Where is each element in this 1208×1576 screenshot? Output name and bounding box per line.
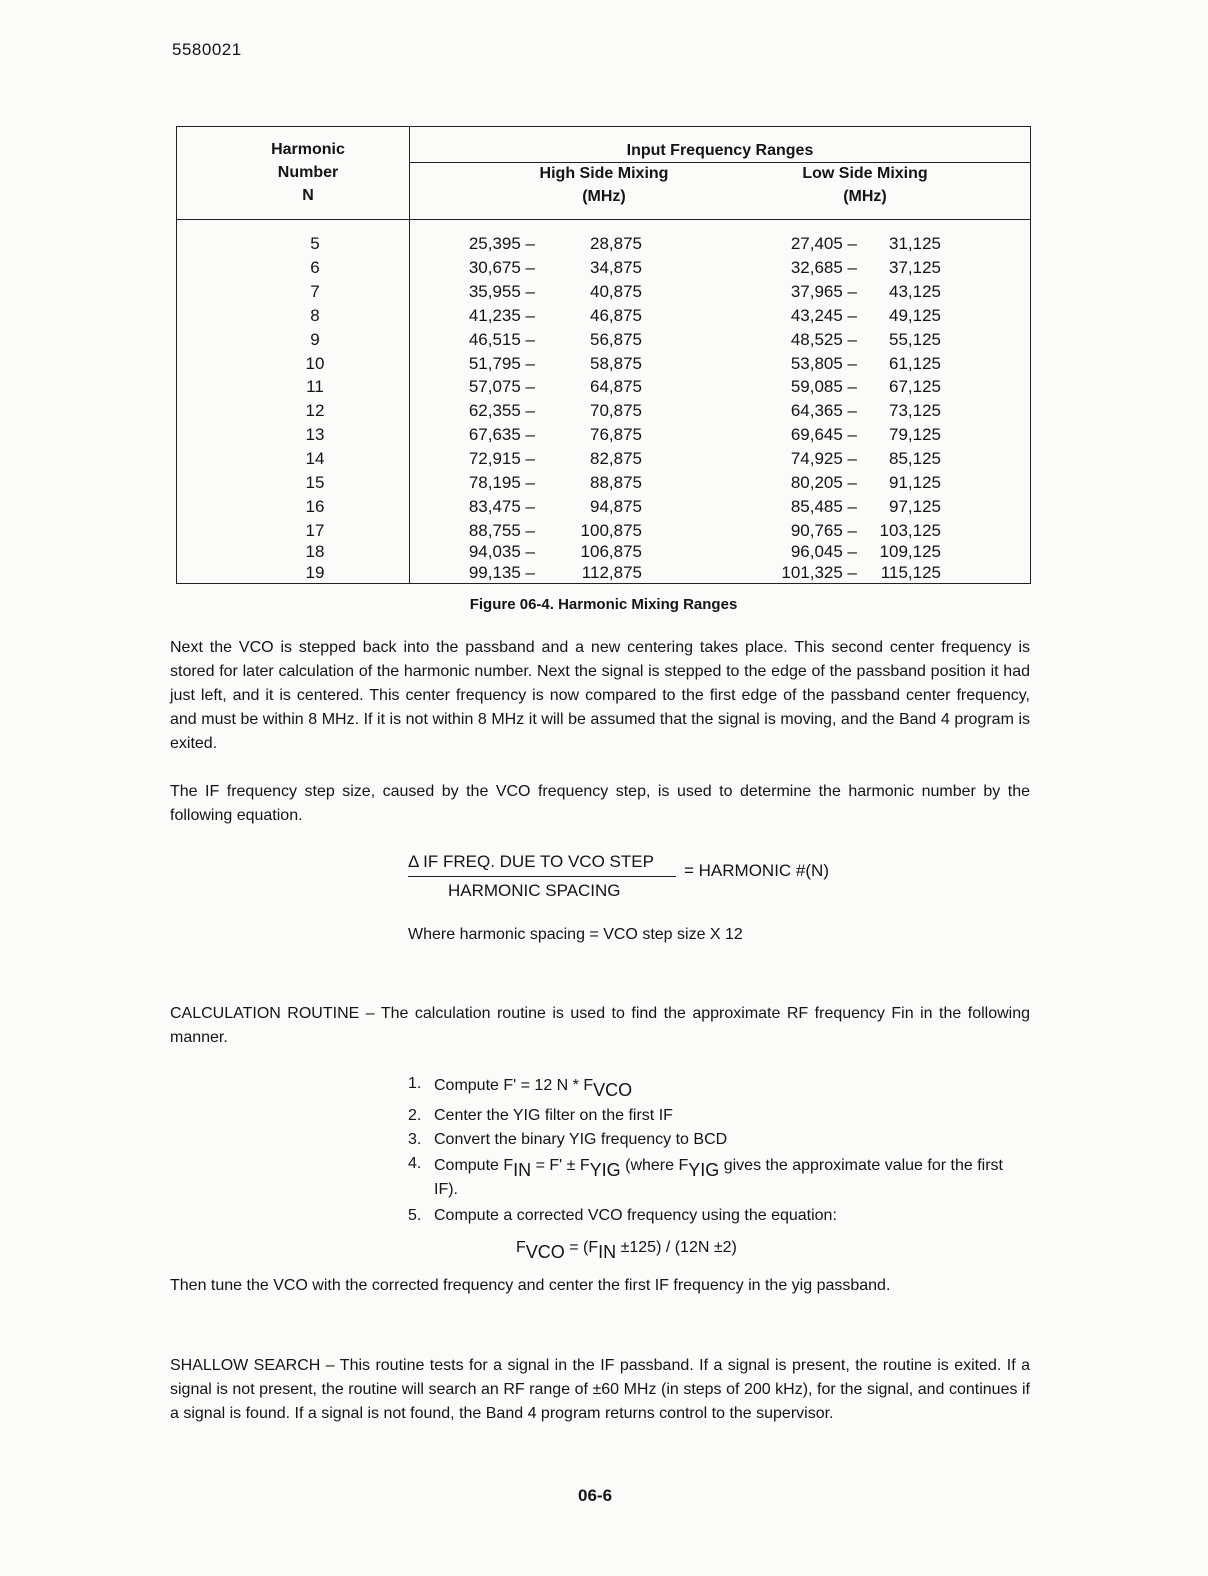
- table-cell: 41,235 –: [468, 305, 535, 325]
- table-cell: 83,475 –: [468, 496, 535, 516]
- harmonic-mixing-table: [176, 126, 1031, 584]
- table-row: [177, 425, 1032, 449]
- table-cell: 19: [305, 562, 325, 582]
- table-row: [177, 330, 1032, 354]
- table-cell: 56,875: [590, 329, 642, 349]
- table-cell: 16: [305, 496, 325, 516]
- step-text-part: Compute F' = 12 N * F: [434, 1077, 594, 1094]
- table-cell: 30,675 –: [468, 257, 535, 277]
- table-cell: 34,875: [590, 257, 642, 277]
- table-cell: 57,075 –: [468, 377, 535, 397]
- table-cell: 9: [310, 329, 320, 349]
- col-header-line: Low Side Mixing: [802, 165, 928, 182]
- vco-equation: [516, 1236, 737, 1262]
- step-text: [434, 1152, 1028, 1202]
- table-cell: 37,125: [889, 257, 941, 277]
- table-cell: 90,765 –: [790, 520, 857, 540]
- step-text-part: gives the approximate value for the first IF).: [434, 1157, 1003, 1198]
- table-cell: 43,125: [889, 281, 941, 301]
- table-cell: 94,035 –: [468, 541, 535, 561]
- table-cell: 48,525 –: [790, 329, 857, 349]
- col-header-line: N: [302, 187, 314, 204]
- col-header-line: (MHz): [843, 188, 887, 205]
- paragraph-calculation-routine: CALCULATION ROUTINE – The calculation routine is used to find the approximate RF frequency Fin in the following manner.: [170, 1005, 1030, 1046]
- table-cell: 62,355 –: [468, 401, 535, 421]
- step-text: Center the YIG filter on the first IF: [434, 1107, 673, 1124]
- equation-numerator: Δ IF FREQ. DUE TO VCO STEP: [408, 852, 676, 877]
- table-cell: 99,135 –: [468, 562, 535, 582]
- step-number: 5.: [408, 1207, 422, 1224]
- subscript: VCO: [593, 1080, 633, 1100]
- col-header-line: Harmonic: [271, 141, 345, 158]
- subscript: IN: [598, 1242, 617, 1262]
- table-row: [177, 497, 1032, 521]
- table-cell: 43,245 –: [790, 305, 857, 325]
- table-cell: 80,205 –: [790, 473, 857, 492]
- paragraph-if-step-size: The IF frequency step size, caused by the VCO frequency step, is used to determine the harmonic number by the following equation.: [170, 783, 1030, 824]
- table-cell: 67,635 –: [468, 425, 535, 445]
- table-cell: 61,125: [889, 353, 941, 373]
- step-text: [434, 1072, 1028, 1098]
- table-cell: 70,875: [590, 401, 642, 421]
- table-cell: 12: [305, 401, 325, 421]
- table-cell: 64,875: [590, 377, 642, 397]
- equation-part: = (F: [564, 1239, 599, 1256]
- table-cell: 109,125: [879, 541, 941, 561]
- table-cell: 18: [305, 541, 325, 561]
- step-number: 4.: [408, 1155, 422, 1172]
- table-cell: 72,915 –: [468, 449, 535, 469]
- table-cell: 97,125: [889, 496, 941, 516]
- table-cell: 78,195 –: [468, 473, 535, 492]
- table-cell: 27,405 –: [790, 234, 857, 253]
- table-cell: 101,325 –: [781, 562, 857, 582]
- table-cell: 91,125: [889, 473, 941, 492]
- table-row: [177, 354, 1032, 378]
- step-number: 2.: [408, 1107, 422, 1124]
- table-cell: 11: [306, 377, 324, 397]
- step-text: Compute a corrected VCO frequency using the equation:: [434, 1207, 837, 1224]
- subscript: VCO: [525, 1242, 565, 1262]
- table-cell: 6: [310, 257, 320, 277]
- table-cell: 17: [305, 520, 325, 540]
- table-cell: 31,125: [889, 234, 941, 253]
- table-cell: 5: [310, 234, 320, 253]
- table-cell: 8: [310, 305, 320, 325]
- step-text-part: = F' ± F: [531, 1157, 590, 1174]
- table-row: [177, 258, 1032, 282]
- table-cell: 106,875: [580, 541, 642, 561]
- equation-part: F: [516, 1239, 526, 1256]
- paragraph-tune-vco: Then tune the VCO with the corrected frequency and center the first IF frequency in the yig passband.: [170, 1277, 891, 1294]
- table-cell: 32,685 –: [790, 257, 857, 277]
- table-row: [177, 282, 1032, 306]
- table-cell: 15: [305, 473, 325, 492]
- document-id: 5580021: [172, 40, 242, 59]
- page-number: 06-6: [578, 1486, 613, 1505]
- paragraph-shallow-search: SHALLOW SEARCH – This routine tests for a signal in the IF passband. If a signal is present, the routine is exited. If a signal is not present, the routine will search an RF range of ±60 MHz (in steps of 200 kHz), for the signal, and continues if a signal is found. If a signal is not found, the Band 4 program returns control to the supervisor.: [170, 1357, 1030, 1422]
- equation-part: ±125) / (12N ±2): [616, 1239, 737, 1256]
- step-text-part: Compute F: [434, 1157, 514, 1174]
- table-cell: 74,925 –: [790, 449, 857, 469]
- table-cell: 112,875: [581, 562, 642, 582]
- table-cell: 51,795 –: [468, 353, 535, 373]
- table-cell: 100,875: [580, 520, 642, 540]
- subscript: IN: [513, 1160, 532, 1180]
- table-cell: 46,875: [590, 305, 642, 325]
- table-row: [177, 473, 1032, 497]
- table-cell: 88,875: [590, 473, 642, 492]
- table-divider: [177, 219, 1030, 220]
- table-row: [177, 234, 1032, 258]
- table-cell: 28,875: [590, 234, 642, 253]
- table-cell: 69,645 –: [790, 425, 857, 445]
- table-row: [177, 563, 1032, 587]
- table-cell: 82,875: [590, 449, 642, 469]
- table-cell: 37,965 –: [790, 281, 857, 301]
- table-cell: 14: [305, 449, 325, 469]
- table-cell: 13: [305, 425, 325, 445]
- step-number: 3.: [408, 1131, 422, 1148]
- table-cell: 76,875: [590, 425, 642, 445]
- step-text: Convert the binary YIG frequency to BCD: [434, 1131, 728, 1148]
- table-cell: 59,085 –: [790, 377, 857, 397]
- col-header-line: Number: [277, 164, 339, 181]
- paragraph-vco-stepping: Next the VCO is stepped back into the passband and a new centering takes place. This second center frequency is stored for later calculation of the harmonic number. Next the signal is stepped to the edge of the passband position it had just left, and it is centered. This center frequency is now compared to the first edge of the passband center frequency, and must be within 8 MHz. If it is not within 8 MHz it will be assumed that the signal is moving, and the Band 4 program is exited.: [170, 639, 1030, 752]
- table-cell: 53,805 –: [790, 353, 857, 373]
- table-cell: 73,125: [889, 401, 941, 421]
- group-header: Input Frequency Ranges: [626, 142, 814, 159]
- subscript: YIG: [589, 1160, 621, 1180]
- equation-result: = HARMONIC #(N): [684, 861, 829, 880]
- table-cell: 115,125: [880, 562, 941, 582]
- col-header-line: High Side Mixing: [539, 165, 669, 182]
- table-cell: 40,875: [590, 281, 642, 301]
- table-cell: 10: [305, 353, 325, 373]
- table-cell: 103,125: [879, 520, 941, 540]
- table-cell: 55,125: [889, 329, 941, 349]
- table-cell: 79,125: [889, 425, 941, 445]
- table-cell: 58,875: [590, 353, 642, 373]
- table-cell: 7: [310, 281, 320, 301]
- table-row: [177, 401, 1032, 425]
- subscript: YIG: [688, 1160, 720, 1180]
- where-line: Where harmonic spacing = VCO step size X 12: [408, 926, 743, 943]
- table-cell: 67,125: [889, 377, 941, 397]
- table-cell: 64,365 –: [790, 401, 857, 421]
- table-cell: 35,955 –: [468, 281, 535, 301]
- table-row: [177, 377, 1032, 401]
- table-cell: 49,125: [889, 305, 941, 325]
- table-cell: 96,045 –: [790, 541, 857, 561]
- step-number: 1.: [408, 1075, 422, 1092]
- table-row: [177, 306, 1032, 330]
- equation-denominator: HARMONIC SPACING: [448, 881, 621, 900]
- col-header-low-side: [719, 162, 1011, 208]
- table-cell: 85,485 –: [790, 496, 857, 516]
- col-header-harmonic: [177, 138, 439, 207]
- table-cell: 94,875: [590, 496, 642, 516]
- table-cell: 46,515 –: [468, 329, 535, 349]
- table-cell: 85,125: [889, 449, 941, 469]
- step-text-part: (where F: [620, 1157, 689, 1174]
- table-row: [177, 449, 1032, 473]
- table-cell: 88,755 –: [468, 520, 535, 540]
- table-cell: 25,395 –: [468, 234, 535, 253]
- col-header-line: (MHz): [582, 188, 626, 205]
- figure-caption: Figure 06-4. Harmonic Mixing Ranges: [469, 596, 738, 613]
